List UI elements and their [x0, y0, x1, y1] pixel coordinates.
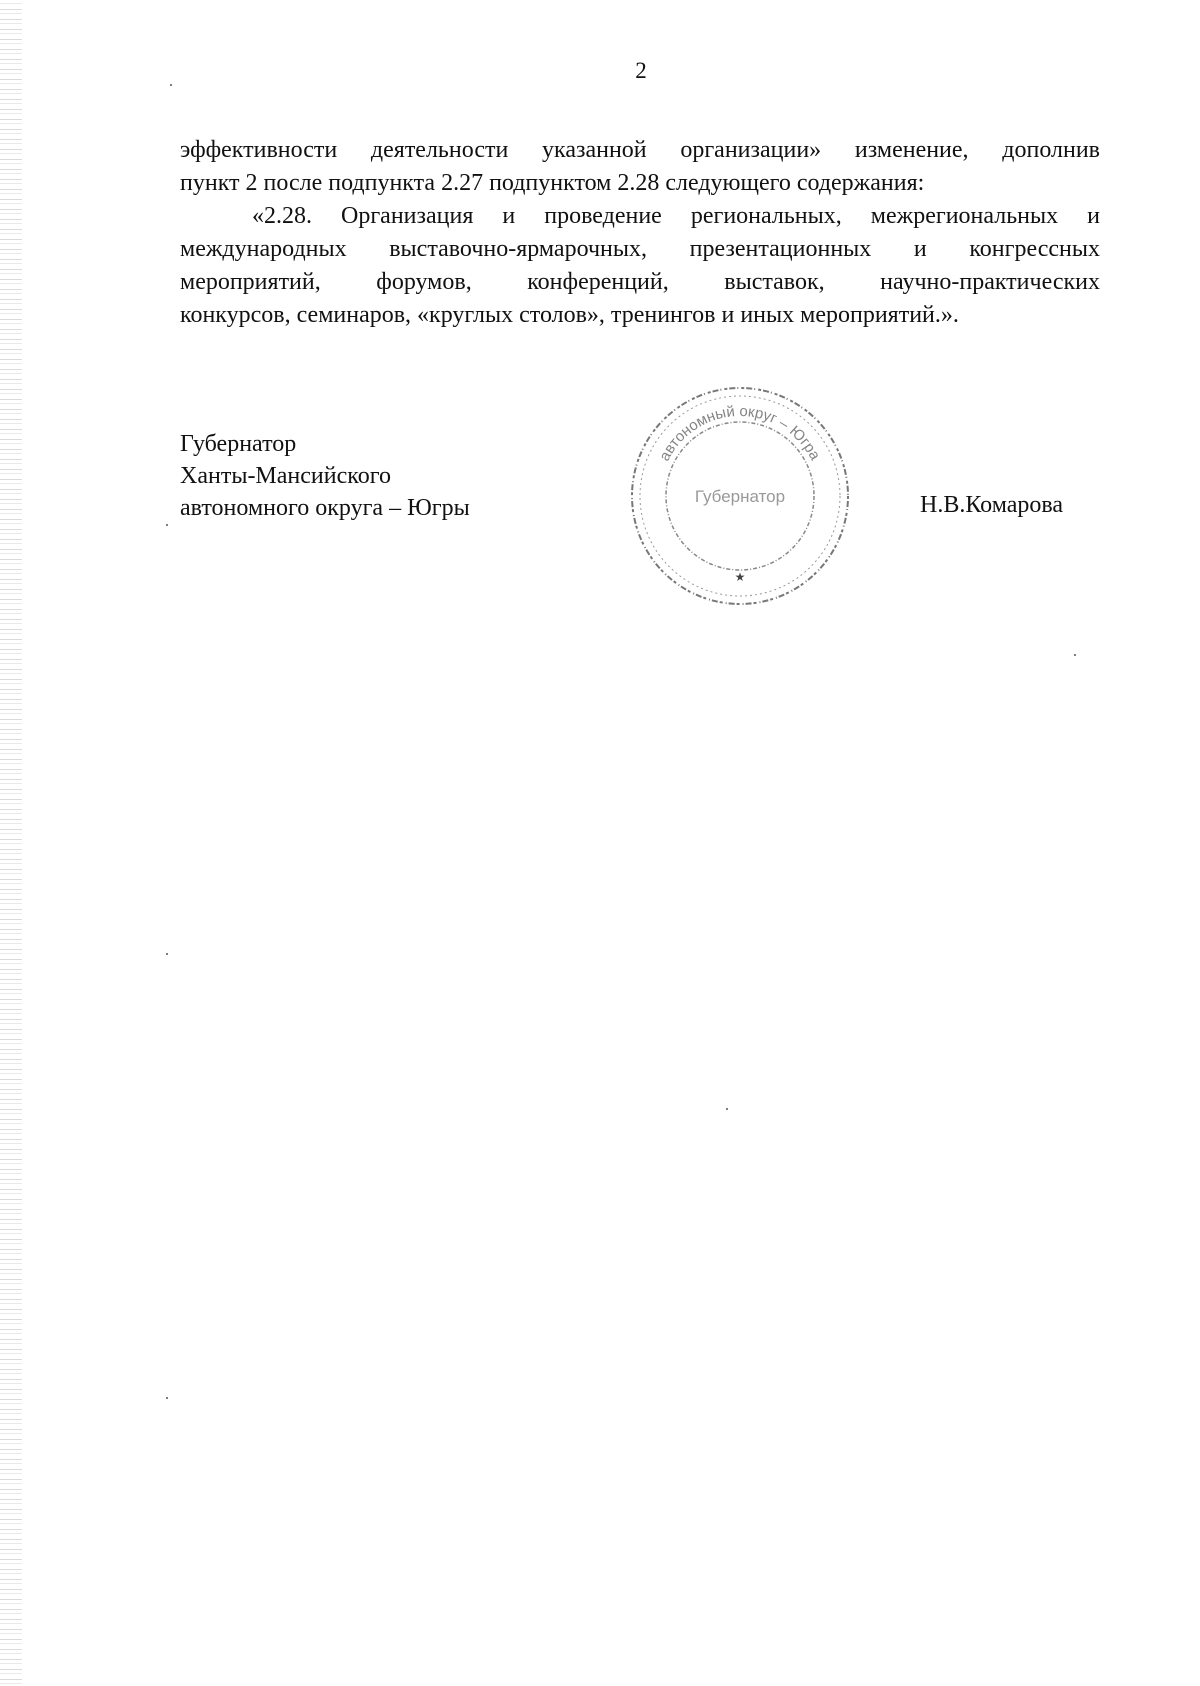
scan-speck — [726, 1108, 728, 1110]
svg-text:автономный округ – Югра — [656, 403, 824, 464]
body-line-4: международных выставочно-ярмарочных, презентационных и конгрессных — [180, 236, 1100, 262]
scan-speck — [166, 953, 168, 955]
seal-ring-text: автономный округ – Югра — [656, 402, 824, 464]
page-number: 2 — [635, 58, 647, 83]
scan-speck — [170, 84, 172, 86]
body-line-6: конкурсов, семинаров, «круглых столов», тренингов и иных мероприятий.». — [180, 302, 959, 328]
body-line-3: «2.28. Организация и проведение региональных, межрегиональных и — [252, 203, 1100, 229]
body-line-5: мероприятий, форумов, конференций, выставок, научно-практических — [180, 269, 1100, 295]
body-line-2: пункт 2 после подпункта 2.27 подпунктом 2.28 следующего содержания: — [180, 170, 925, 196]
scan-speck — [166, 1397, 168, 1399]
scan-speck — [166, 524, 168, 526]
signer-name: Н.В.Комарова — [920, 492, 1064, 518]
signatory-title-line-3: автономного округа – Югры — [180, 495, 470, 521]
scan-edge-noise — [0, 0, 22, 1686]
official-seal — [620, 376, 860, 616]
seal-star-icon: ★ — [734, 570, 746, 584]
signatory-title-line-1: Губернатор — [180, 431, 297, 457]
signatory-title — [180, 428, 470, 524]
body-line-1: эффективности деятельности указанной организации» изменение, дополнив — [180, 137, 1100, 163]
document-body — [180, 134, 1100, 332]
seal-center-text: Губернатор — [694, 487, 786, 506]
scan-speck — [1074, 654, 1076, 656]
signatory-title-line-2: Ханты-Мансийского — [180, 463, 391, 489]
